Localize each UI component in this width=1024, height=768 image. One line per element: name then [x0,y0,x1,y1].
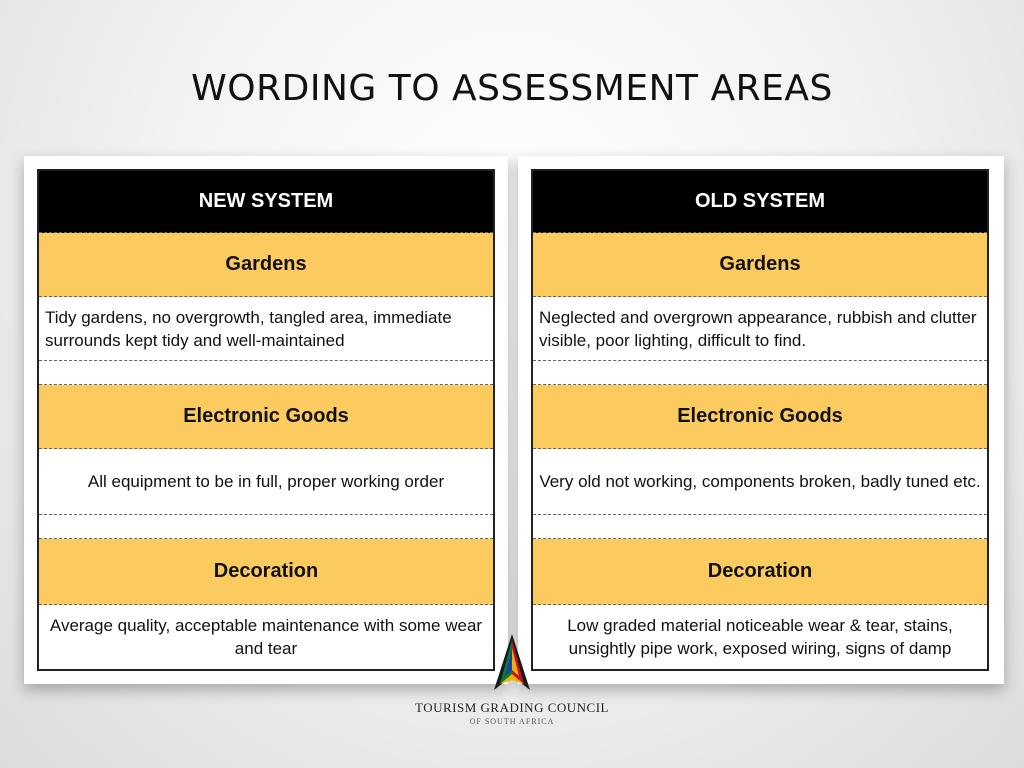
slide-title: WORDING TO ASSESSMENT AREAS [191,68,833,109]
new-system-panel [24,156,508,684]
tgcsa-logo-icon [0,630,1024,696]
old-decoration-category: Decoration [533,539,987,605]
old-system-table [531,169,989,671]
new-system-header: NEW SYSTEM [39,171,493,233]
old-decoration-description: Low graded material noticeable wear & tear, stains, unsightly pipe work, exposed wiring, signs of damp [533,605,987,669]
new-decoration-description: Average quality, acceptable maintenance with some wear and tear [39,605,493,669]
old-gardens-category: Gardens [533,233,987,297]
new-decoration-category: Decoration [39,539,493,605]
new-electronic-goods-category: Electronic Goods [39,385,493,449]
spacer-row [39,361,493,385]
new-gardens-category: Gardens [39,233,493,297]
new-system-table [37,169,495,671]
old-electronic-goods-description: Very old not working, components broken, badly tuned etc. [533,449,987,515]
spacer-row [533,515,987,539]
org-subtitle: OF SOUTH AFRICA [469,717,555,726]
old-gardens-description: Neglected and overgrown appearance, rubbish and clutter visible, poor lighting, difficult to find. [533,297,987,361]
new-electronic-goods-description: All equipment to be in full, proper working order [39,449,493,515]
old-system-header: OLD SYSTEM [533,171,987,233]
new-gardens-description: Tidy gardens, no overgrowth, tangled area, immediate surrounds kept tidy and well-maintained [39,297,493,361]
old-system-panel [518,156,1004,684]
old-electronic-goods-category: Electronic Goods [533,385,987,449]
spacer-row [39,515,493,539]
spacer-row [533,361,987,385]
org-name: TOURISM GRADING COUNCIL [415,700,609,715]
